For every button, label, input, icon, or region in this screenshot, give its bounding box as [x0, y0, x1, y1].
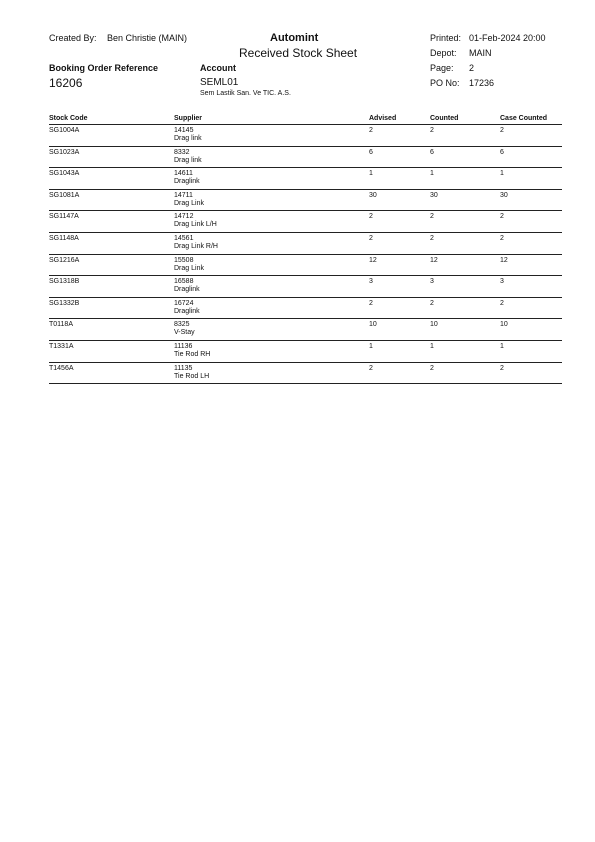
item-description: Tie Rod LH [174, 372, 210, 380]
counted-cell: 2 [430, 234, 434, 242]
advised-cell: 2 [369, 213, 373, 221]
created-by-label: Created By: [49, 33, 97, 43]
supplier-code: 8332 [174, 148, 190, 156]
case-counted-cell: 2 [500, 213, 504, 221]
po-label: PO No: [430, 78, 460, 88]
account-name: Sem Lastik San. Ve TIC. A.S. [200, 90, 291, 97]
case-counted-cell: 2 [500, 234, 504, 242]
supplier-code: 14711 [174, 191, 193, 199]
item-description: Tie Rod RH [174, 350, 211, 358]
account-value: SEML01 [200, 77, 239, 88]
counted-cell: 6 [430, 148, 434, 156]
table-row [49, 233, 562, 255]
supplier-cell [174, 343, 210, 359]
item-description: Drag Link L/H [174, 221, 217, 229]
printed-label: Printed: [430, 33, 462, 43]
col-case-counted: Case Counted [500, 115, 548, 122]
counted-cell: 10 [430, 321, 438, 329]
supplier-code: 16724 [174, 299, 194, 307]
stock-code-cell: SG1148A [49, 234, 79, 242]
case-counted-cell: 6 [500, 148, 504, 156]
supplier-code: 16588 [174, 278, 194, 286]
counted-cell: 2 [430, 127, 434, 134]
counted-cell: 2 [430, 213, 434, 221]
counted-cell: 1 [430, 170, 434, 178]
supplier-cell [174, 213, 217, 229]
case-counted-cell: 10 [500, 321, 508, 329]
item-description: Draglink [174, 307, 200, 315]
advised-cell: 1 [369, 342, 373, 350]
account-label: Account [200, 63, 236, 73]
advised-cell: 2 [369, 234, 373, 242]
table-row [49, 255, 562, 277]
supplier-code: 15508 [174, 256, 194, 264]
supplier-code: 14712 [174, 213, 194, 221]
po-value: 17236 [469, 78, 495, 88]
item-description: Drag Link [174, 199, 204, 207]
booking-ref-value: 16206 [49, 76, 83, 90]
advised-cell: 30 [369, 191, 377, 199]
table-row [49, 147, 562, 169]
col-supplier: Supplier [174, 115, 203, 122]
table-row [49, 276, 562, 298]
table-row [49, 168, 562, 190]
stock-code-cell: SG1332B [49, 299, 80, 307]
page-value: 2 [469, 63, 475, 73]
case-counted-cell: 1 [500, 342, 504, 350]
col-advised: Advised [369, 115, 397, 122]
table-row [49, 363, 562, 385]
advised-cell: 1 [369, 170, 373, 178]
sheet-title: Received Stock Sheet [239, 46, 358, 60]
item-description: Drag Link R/H [174, 242, 218, 250]
col-counted: Counted [430, 115, 459, 122]
page-label: Page: [430, 63, 454, 73]
counted-cell: 3 [430, 278, 434, 286]
item-description: Drag Link [174, 264, 204, 272]
case-counted-cell: 1 [500, 170, 504, 178]
stock-table-body [49, 125, 562, 384]
counted-cell: 2 [430, 364, 434, 372]
advised-cell: 6 [369, 148, 373, 156]
booking-ref-label: Booking Order Reference [49, 63, 159, 73]
stock-code-cell: T1331A [49, 342, 74, 350]
item-description: Drag link [174, 135, 202, 142]
created-by-value: Ben Christie (MAIN) [107, 33, 188, 43]
case-counted-cell: 2 [500, 127, 504, 134]
advised-cell: 2 [369, 127, 373, 134]
advised-cell: 2 [369, 299, 373, 307]
case-counted-cell: 2 [500, 299, 504, 307]
case-counted-cell: 2 [500, 364, 504, 372]
supplier-cell [174, 192, 204, 208]
stock-code-cell: SG1081A [49, 191, 80, 199]
table-row [49, 190, 562, 212]
table-row [49, 319, 562, 341]
stock-code-cell: SG1004A [49, 127, 80, 134]
counted-cell: 30 [430, 191, 438, 199]
counted-cell: 1 [430, 342, 434, 350]
supplier-cell [174, 257, 204, 273]
item-description: Drag link [174, 156, 202, 164]
case-counted-cell: 3 [500, 278, 504, 286]
stock-code-cell: SG1043A [49, 170, 80, 178]
supplier-code: 11136 [174, 342, 193, 350]
counted-cell: 2 [430, 299, 434, 307]
stock-code-cell: SG1147A [49, 213, 79, 221]
stock-code-cell: T1456A [49, 364, 74, 372]
company-name: Automint [270, 32, 319, 44]
supplier-code: 11135 [174, 364, 193, 372]
supplier-cell [174, 170, 200, 186]
supplier-cell [174, 235, 218, 251]
table-row [49, 298, 562, 320]
supplier-code: 14145 [174, 127, 194, 134]
stock-code-cell: SG1023A [49, 148, 80, 156]
advised-cell: 2 [369, 364, 373, 372]
supplier-cell [174, 278, 200, 294]
case-counted-cell: 30 [500, 191, 508, 199]
supplier-code: 14561 [174, 234, 194, 242]
supplier-code: 8325 [174, 321, 190, 329]
advised-cell: 12 [369, 256, 377, 264]
supplier-cell [174, 127, 202, 143]
counted-cell: 12 [430, 256, 438, 264]
depot-label: Depot: [430, 48, 457, 58]
supplier-cell [174, 321, 195, 337]
item-description: V-Stay [174, 329, 195, 337]
printed-value: 01-Feb-2024 20:00 [469, 33, 546, 43]
stock-code-cell: SG1318B [49, 278, 80, 286]
col-stock-code: Stock Code [49, 115, 88, 122]
supplier-cell [174, 149, 202, 165]
table-row [49, 211, 562, 233]
supplier-cell [174, 300, 200, 316]
stock-code-cell: T0118A [49, 321, 73, 329]
advised-cell: 3 [369, 278, 373, 286]
item-description: Draglink [174, 286, 200, 294]
stock-code-cell: SG1216A [49, 256, 80, 264]
item-description: Draglink [174, 178, 200, 186]
depot-value: MAIN [469, 48, 492, 58]
supplier-code: 14611 [174, 170, 193, 178]
supplier-cell [174, 365, 209, 381]
table-row [49, 341, 562, 363]
advised-cell: 10 [369, 321, 377, 329]
case-counted-cell: 12 [500, 256, 508, 264]
table-row [49, 125, 562, 147]
